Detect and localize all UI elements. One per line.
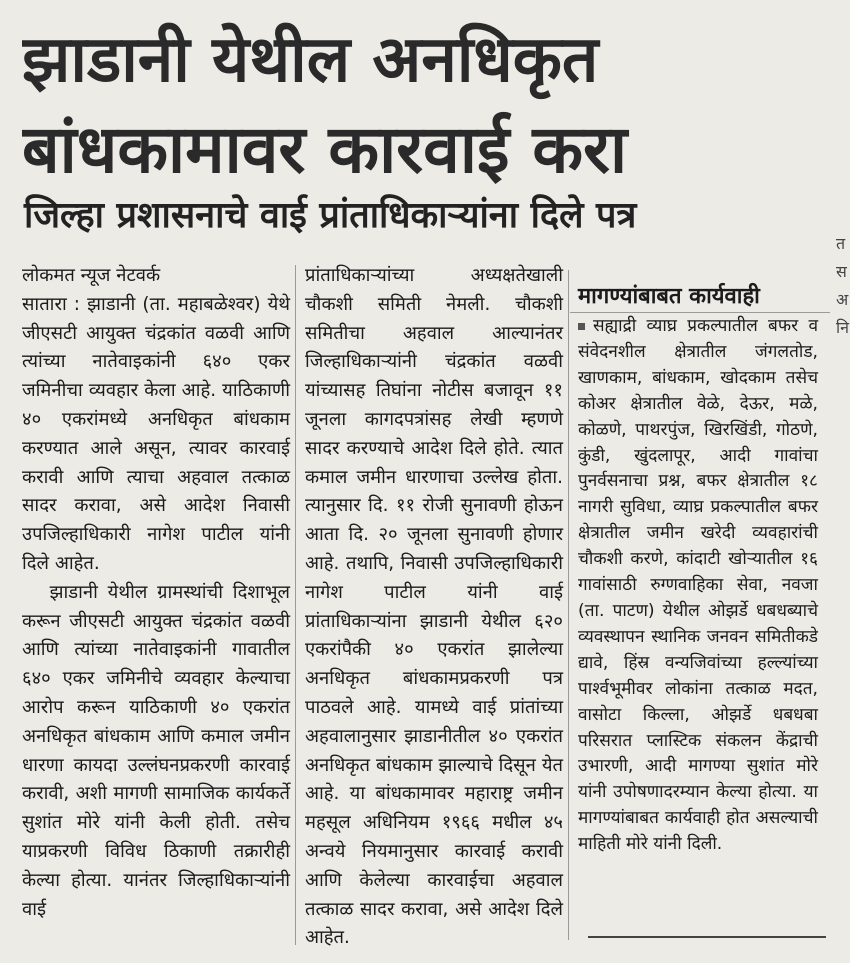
headline-line-1: झाडानी येथील अनधिकृत <box>22 23 599 97</box>
headline-line-2: बांधकामावर कारवाई करा <box>22 111 628 188</box>
article-paragraph: सातारा : झाडानी (ता. महाबळेश्वर) येथे जीएसटी आयुक्त चंद्रकांत वळवी आणि त्यांच्या नातेवाइकांनी ६४० एकर जमिनीचा व्यवहार केला आहे. याठिकाणी ४० एकरांमध्ये अनधिकृत बांधकाम करण्यात आले असून, त्यावर कारवाई करावी आणि त्याचा अहवाल तत्काळ सादर करावा, असे आदेश निवासी उपजिल्हाधिकारी नागेश पाटील यांनी दिले आहेत. <box>22 293 290 574</box>
sidebar-column <box>578 314 818 858</box>
subheadline: जिल्हा प्रशासनाचे वाई प्रांताधिकाऱ्यांना दिले पत्र <box>24 195 637 236</box>
article-column-2 <box>305 262 563 953</box>
sidebar-title: मागण्यांबाबत कार्यवाही <box>578 284 760 309</box>
sidebar-body: सह्याद्री व्याघ्र प्रकल्पातील बफर व संवेदनशील क्षेत्रातील जंगलतोड, खाणकाम, बांधकाम, खोदकाम तसेच कोअर क्षेत्रातील वेळे, देऊर, मळे, कोळणे, पाथरपुंज, खिरखिंडी, गोठणे, कुंडी, खुंदलापूर, आदी गावांचा पुनर्वसनाचा प्रश्न, बफर क्षेत्रातील १८ नागरी सुविधा, व्याघ्र प्रकल्पातील बफर क्षेत्रातील जमीन खरेदी व्यवहारांची चौकशी करणे, कांदाटी खोऱ्यातील १६ गावांसाठी रुग्णवाहिका सेवा, नवजा (ता. पाटण) येथील ओझर्डे धबधब्याचे व्यवस्थापन स्थानिक जनवन समितीकडे द्यावे, हिंस्र वन्यजिवांच्या हल्ल्यांच्या पार्श्वभूमीवर लोकांना तत्काळ मदत, वासोटा किल्ला, ओझर्डे धबधबा परिसरात प्लास्टिक संकलन केंद्राची उभारणी, आदी मागण्या सुशांत मोरे यांनी उपोषणादरम्यान केल्या होत्या. या मागण्यांबाबत कार्यवाही होत असल्याची माहिती मोरे यांनी दिली. <box>578 316 818 855</box>
column-divider <box>568 270 569 940</box>
article-paragraph: झाडानी येथील ग्रामस्थांची दिशाभूल करून जीएसटी आयुक्त चंद्रकांत वळवी आणि त्यांच्या नातेवाइकांनी गावातील ६४० एकर जमिनीचे व्यवहार केल्याचा आरोप करून याठिकाणी ४० एकरांत अनधिकृत बांधकाम आणि कमाल जमीन धारणा कायदा उल्लंघनप्रकरणी कारवाई करावी, अशी मागणी सामाजिक कार्यकर्ते सुशांत मोरे यांनी केली होती. तसेच याप्रकरणी विविध ठिकाणी तक्रारीही केल्या होत्या. यानंतर जिल्हाधिकाऱ्यांनी वाई <box>22 581 290 920</box>
adjacent-article-fragment: त स अ नि <box>836 234 850 337</box>
sidebar-rule <box>570 312 830 313</box>
article-column-1 <box>22 262 290 924</box>
bullet-icon <box>578 323 585 330</box>
sidebar-end-rule <box>588 936 826 938</box>
article-paragraph: प्रांताधिकाऱ्यांच्या अध्यक्षतेखाली चौकशी समिती नेमली. चौकशी समितीचा अहवाल आल्यानंतर जिल्हाधिकाऱ्यांनी चंद्रकांत वळवी यांच्यासह तिघांना नोटीस बजावून ११ जूनला कागदपत्रांसह लेखी म्हणणे सादर करण्याचे आदेश दिले होते. त्यात कमाल जमीन धारणाचा उल्लेख होता. त्यानुसार दि. ११ रोजी सुनावणी होऊन आता दि. २० जूनला सुनावणी होणार आहे. तथापि, निवासी उपजिल्हाधिकारी नागेश पाटील यांनी वाई प्रांताधिकाऱ्यांना झाडानी येथील ६२० एकरांपैकी ४० एकरांत झालेल्या अनधिकृत बांधकामप्रकरणी पत्र पाठवले आहे. यामध्ये वाई प्रांतांच्या अहवालानुसार झाडानीतील ४० एकरांत अनधिकृत बांधकाम झाल्याचे दिसून येत आहे. या बांधकामावर महाराष्ट्र जमीन महसूल अधिनियम १९६६ मधील ४५ अन्वये नियमानुसार कारवाई करावी आणि केलेल्या कारवाईचा अहवाल तत्काळ सादर करावा, असे आदेश दिले आहेत. <box>305 265 563 949</box>
column-divider <box>295 265 296 945</box>
byline: लोकमत न्यूज नेटवर्क <box>22 265 161 286</box>
